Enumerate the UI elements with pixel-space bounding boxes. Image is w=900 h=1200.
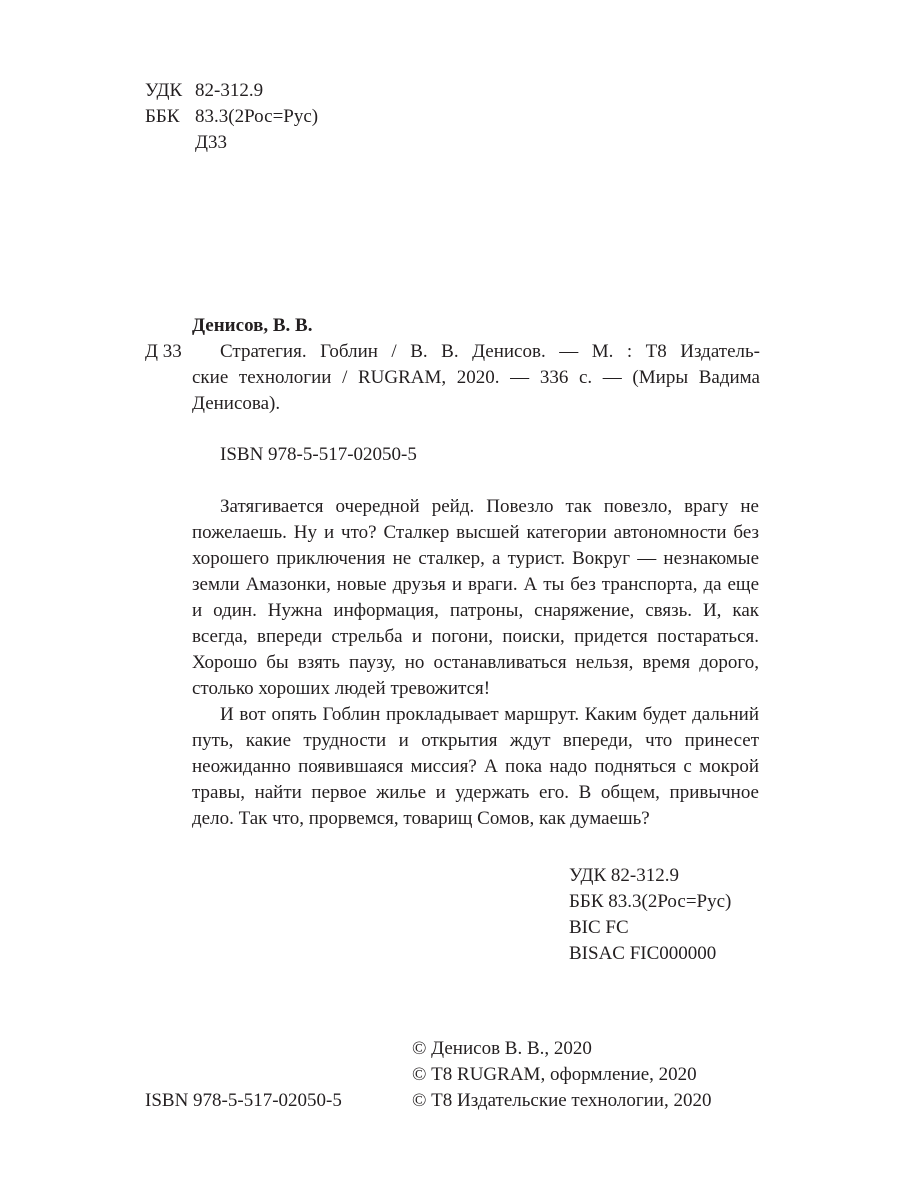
bbk-label: ББК <box>145 106 180 127</box>
bbk-value: 83.3(2Рос=Рус) <box>195 106 319 127</box>
card-author-code: Д 33 <box>145 341 182 362</box>
bottom-isbn: ISBN 978-5-517-02050-5 <box>145 1090 342 1111</box>
bbk-row <box>145 104 318 130</box>
card-line-3: Денисова). <box>192 393 281 414</box>
udk-row <box>145 78 318 104</box>
right-udk: УДК 82-312.9 <box>569 865 679 886</box>
right-classification-codes <box>569 863 731 967</box>
udk-value: 82-312.9 <box>195 80 264 101</box>
copyright-block <box>412 1036 711 1114</box>
copyright-line-2: © Т8 RUGRAM, оформление, 2020 <box>412 1064 697 1085</box>
annotation <box>192 494 759 832</box>
card-description <box>192 339 760 417</box>
classification-codes <box>145 78 318 156</box>
card-line-1: Стратегия. Гоблин / В. В. Денисов. — М. : Т8 Издатель- <box>220 341 760 362</box>
udk-label: УДК <box>145 80 183 101</box>
annotation-paragraph-2: И вот опять Гоблин прокладывает маршрут. Каким будет дальний путь, какие трудности и открытия ждут впереди, что принесет неожиданно появившаяся миссия? А пока надо подняться с мокрой травы, найти первое жилье и удержать его. В общем, привычное дело. Так что, прорвемся, товарищ Сомов, как думаешь? <box>192 704 759 829</box>
copyright-line-3: © Т8 Издательские технологии, 2020 <box>412 1090 712 1111</box>
card-line-2: ские технологии / RUGRAM, 2020. — 336 с. — (Миры Вадима <box>192 367 760 388</box>
copyright-line-1: © Денисов В. В., 2020 <box>412 1038 592 1059</box>
right-bbk: ББК 83.3(2Рос=Рус) <box>569 891 732 912</box>
annotation-paragraph-1: Затягивается очередной рейд. Повезло так повезло, врагу не пожелаешь. Ну и что? Сталкер высшей категории автономности без хорошего приключения не сталкер, а турист. Вокруг — незнакомые земли Амазонки, новые друзья и враги. А ты без транспорта, да еще и один. Нужна информация, патроны, снаряжение, связь. И, как всегда, впереди стрельба и погони, поиски, придется постараться. Хорошо бы взять паузу, но останавливаться нельзя, время дорого, столько хороших людей тревожится! <box>192 496 759 699</box>
right-bic: BIC FC <box>569 917 629 938</box>
right-bisac: BISAC FIC000000 <box>569 943 717 964</box>
card-author: Денисов, В. В. <box>192 315 313 336</box>
author-mark: Д33 <box>195 132 227 153</box>
card-isbn: ISBN 978-5-517-02050-5 <box>220 444 417 465</box>
